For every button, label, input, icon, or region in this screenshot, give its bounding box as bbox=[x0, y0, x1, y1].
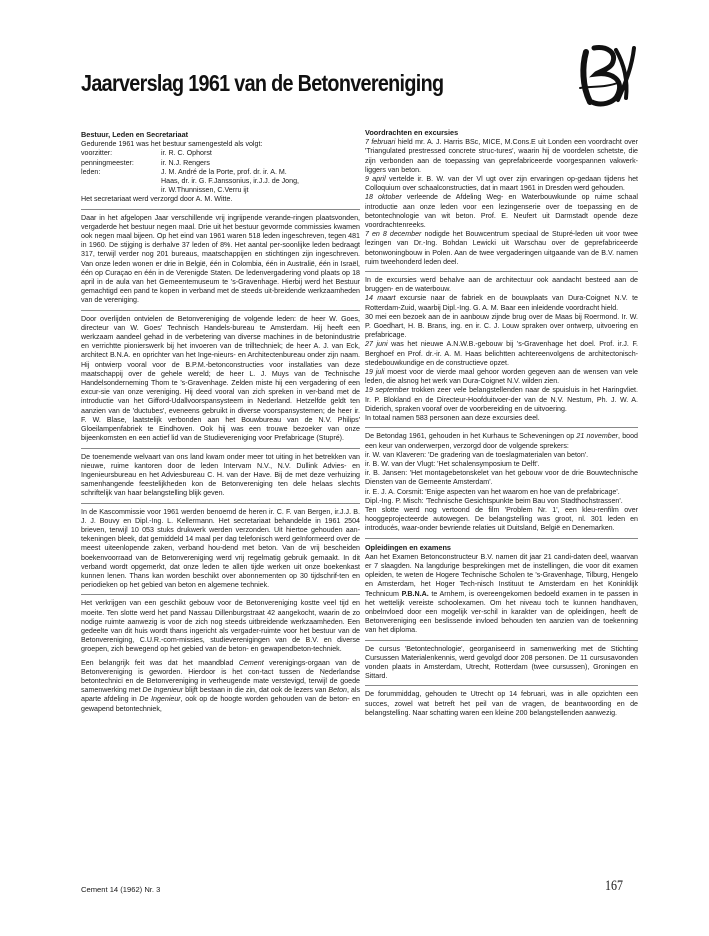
board-row bbox=[81, 168, 360, 177]
divider bbox=[81, 310, 360, 311]
paragraph-building: Het verkrijgen van een geschikt gebouw voor de Betonvereniging kostte veel tijd en moeite. Ten slotte werd het pand Nassau Dillenburgstraat 42 aangekocht, waarin de zo nodige ruimte aanwezig is voor de zich nog steeds uitbreidende werkzaamheden. Een gedeelte van dit huis wordt thans ingericht als vergader-ruimte voor het bestuur van de Betonvereniging, C.U.R.-com-missies, studieverenigingen van de B.V. en diverse groepen, zich bewegend op het gebied van de beton- en gewapendbeton-techniek. bbox=[81, 599, 360, 654]
board-name: J. M. André de la Porte, prof. dr. ir. A. M. bbox=[161, 167, 287, 176]
lecture-text: nodigde het Bouwcentrum speciaal de Stupré-leden uit voor twee lezingen van Dr.-Ing. Bohdan Lewicki uit Warschau over de geprefabriceerde betonwoningbouw in Polen. Aan de twee vergaderingen uitgaande van de B.V. namen ruim tweehonderd leden deel. bbox=[365, 230, 638, 266]
excursion-text: excursie naar de fabriek en de bouwplaats van Dura-Coignet N.V. te Rotterdam-Zuid, waarbij Dipl.-Ing. G. A. M. Baar een inleidende voordracht hield. bbox=[365, 294, 638, 312]
footer-journal-reference: Cement 14 (1962) Nr. 3 bbox=[81, 885, 161, 894]
text-span: blijft bestaan in die zin, dat ook de lezers van bbox=[183, 686, 329, 695]
excursion-date: 14 maart bbox=[365, 294, 396, 303]
paragraph-forum: De forummiddag, gehouden te Utrecht op 14 februari, was in alle opzichten een succes, zowel wat betreft het peil van de vragen, de beantwoording en de belangstelling. Naar schatting waren een kleine 200 belangstellenden aanwezig. bbox=[365, 690, 638, 717]
excursion-text: moest voor de vierde maal gehoor worden gegeven aan de wensen van vele leden, die alsnog het werk van Dura-Coignet N.V. wilden zien. bbox=[365, 368, 638, 386]
lecture-date: 7 februari bbox=[365, 138, 396, 147]
speaker-item: ir. B. Jansen: 'Het montagebetonskelet van het gebouw voor de drie Bouwtechnische Diensten van de Gemeente Amsterdam'. bbox=[365, 469, 638, 487]
divider bbox=[365, 538, 638, 539]
right-column bbox=[365, 124, 638, 722]
paragraph-examens bbox=[365, 553, 638, 636]
italic-title: Beton bbox=[328, 686, 347, 695]
paragraph-cement bbox=[81, 659, 360, 714]
text-span: De Betondag 1961, gehouden in het Kurhaus te Scheveningen op bbox=[365, 432, 577, 441]
paragraph-members: Daar in het afgelopen Jaar verschillende vrij ingrijpende verande-ringen plaatsvonden, vergaderde het bestuur negen maal. Drie uit het bestuur gevormde commissies kwamen ook negen maal bijeen. Op het eind van 1961 waren 518 leden ingeschreven, tegen 481 in 1960. De stijging is derhalve 37 leden of 8%. Het aantal per-soonlijke leden bedraagt 317, terwijl verder nog 201 bureaus, maatschappijen en stichtingen zijn ingeschreven. Van onze leden wonen er drie in België, één in Colombia, één in Australië, één in Israël, één op Curaçao en één in de Verenigde Staten. De ledenvergadering vond plaats op 18 april in de aula van het Gemeentemuseum te 's-Gravenhage. Hierbij werd het Bestuur gemachtigd een pand te kopen in verband met de steeds uit-breidende werkzaamheden van de vereniging. bbox=[81, 213, 360, 305]
text-span: Een belangrijk feit was dat het maandblad bbox=[81, 658, 239, 667]
board-continuation: Haas, dr. ir. G. F.Janssonius, ir.J.J. de Jong, bbox=[161, 177, 299, 186]
lecture-text: verleende de Afdeling Weg- en Waterbouwkunde op ruime schaal introductie aan onze leden voor een lezingenserie over de toepassing en de betontechnologie van wit beton. Prof. E. Neufert uit Darmstadt opende deze voordrachtenreeks. bbox=[365, 193, 638, 230]
text-span: Aan het Examen Betonconstructeur B.V. namen dit jaar 21 candi-daten deel, waarvan er 7 slaagden. Na langdurige besprekingen met de instellingen, die voor dit examen opleiden, te weten de Hogere Technische Scholen te 's-Gravenhage, Tilburg, Hengelo en Amsterdam, het Hoger Tech-nisch Instituut te Amsterdam en het Koninklijk Technicum bbox=[365, 552, 638, 598]
paragraph-secretariat: In de Kascommissie voor 1961 werden benoemd de heren ir. C. F. van Bergen, ir.J.J. B. J. J. Bouvy en Dipl.-Ing. L. Kellermann. Het secretariaat behandelde in 1961 2504 brieven, terwijl 10 053 stuks drukwerk werden verzonden. Uit hiertoe gehouden aan-tekeningen bleek, dat gemiddeld 14 maal per dag telefonisch werd geïnformeerd over de meest uiteenlopende zaken, verband hou-dend met beton. Van de vrij bescheiden boekenvoorraad van de Betonvereniging werd vrij regelmatig gebruik gemaakt. In dit verband wordt opgemerkt, dat onze leden te allen tijde werken uit onze boekenkast kunnen lenen. Thans kan worden beschikt over abonnementen op 30 tijdschrif-ten en periodieken op het gebied van beton en algemene techniek. bbox=[81, 507, 360, 590]
board-row bbox=[81, 159, 360, 168]
italic-title: Cement bbox=[238, 658, 264, 667]
excursion-total: In totaal namen 583 personen aan deze excursies deel. bbox=[365, 414, 540, 423]
section-heading-voordrachten: Voordrachten en excursies bbox=[365, 128, 459, 137]
italic-title: De Ingenieur bbox=[139, 695, 181, 704]
paragraph-welfare: De toenemende welvaart van ons land kwam onder meer tot uiting in het betrekken van nieuwe, ruime kantoren door de leden Intervam N.V., N.V. Dullink Advies- en Ingenieursbureau en het Adviesbureau C. H. van der Have. Bij de met deze verhuizing samenhangende feestelijkheden kon de Betonvereniging ten dele helaas slechts schriftelijk van haar belangstelling blijk geven. bbox=[81, 452, 360, 498]
page-number: 167 bbox=[605, 878, 623, 894]
lecture-item bbox=[365, 230, 638, 267]
board-role: penningmeester: bbox=[81, 158, 134, 167]
divider bbox=[365, 685, 638, 686]
betondag-closing: Ten slotte werd nog vertoond de film 'Problem Nr. 1', een kleu-renfilm over hooggeprojecteerde autowegen. De belangstelling was groot, nl. 301 leden en introducés, waar-onder bevriende relaties uit Duitsland, België en Denemarken. bbox=[365, 505, 638, 533]
board-continuation: ir. W.Thunnissen, C.Verru ijt bbox=[161, 186, 249, 195]
excursion-item: 30 mei een bezoek aan de in aanbouw zijnde brug over de Maas bij Roermond. Ir. W. P. Goedhart, H. B. Brans, ing. en ir. C. J. Louw spraken over ontwerp, uitvoering en prefabricage. bbox=[365, 312, 638, 340]
speaker-item: ir. B. W. van der Vlugt: 'Het schalensymposium te Delft'. bbox=[365, 459, 540, 468]
paragraph-obituaries: Door overlijden ontvielen de Betonvereniging de volgende leden: de heer W. Goes, directeur van W. Goes' Technisch Handels-bureau te Amsterdam. Hij heeft een werkzaam aandeel gehad in de verbetering van diverse machines in de betonindustrie en verrichtte pionierswerk bij het invoeren van de trilltechniek; de heer A. J. van Eck, architect B.N.A. en oprichter van het Inge-nieurs- en Architectenbureau onder zijn naam. Hij ontwierp vooral voor de B.P.M.-betonconstructies voor installaties van deze maatschappij over de gehele wereld; de heer L. J. Muys van de Technische Handelsonderneming Thom te 's-Gravenhage. Zelden miste hij een vergadering of een excur-sie van onze vereniging. Hij deed vooral van zich spreken in ver-band met de introductie van het Gifford-Udallvoorspansysteem in Nederland. Hetzelfde geldt ten aanzien van de 'ductubes', eveneens gebruikt in diverse voorspansystemen; de heer ir. F. W. Blase, laatstelijk verbonden aan het Bouwbureau van de N.V. Philips' Gloeilampenfabriek te Eindhoven. Ook hij was een trouwe bezoeker van onze bijeenkomsten en een actief lid van de Studievereniging voor Prefabricage (Stupré). bbox=[81, 314, 360, 443]
text-span: , bood een keur van onderwerpen, verzorgd door de volgende sprekers: bbox=[365, 432, 638, 450]
secretariat-line: Het secretariaat werd verzorgd door A. M. Witte. bbox=[81, 195, 233, 204]
excursion-intro: In de excursies werd behalve aan de architectuur ook aandacht besteed aan de bruggen- en de waterbouw. bbox=[365, 276, 638, 294]
divider bbox=[365, 640, 638, 641]
board-name: ir. N.J. Rengers bbox=[161, 158, 210, 167]
board-row bbox=[81, 149, 360, 158]
board-role: voorzitter: bbox=[81, 149, 113, 158]
lecture-item bbox=[365, 175, 638, 193]
lecture-date: 7 en 8 december bbox=[365, 230, 422, 239]
left-column bbox=[81, 126, 360, 718]
speaker-item: Dipl.-Ing. P. Misch: 'Technische Gesichtspunkte beim Bau von Stadthochstrassen'. bbox=[365, 496, 623, 505]
divider bbox=[81, 594, 360, 595]
section-heading-bestuur: Bestuur, Leden en Secretariaat bbox=[81, 130, 189, 139]
excursion-text: trokken zeer vele belangstellenden naar de spuisluis in het Haringvliet. Ir. P. Blokland en de Directeur-Hoofduitvoer-der van de N.V. Nestum, Ph. J. W. A. Diderich, spraken vooraf over de voorbereiding en de uitvoering. bbox=[365, 386, 638, 413]
divider bbox=[365, 427, 638, 428]
excursion-text: was het nieuwe A.N.W.B.-gebouw bij 's-Gravenhage het doel. Prof. ir.J. F. Berghoef en Prof. dr.-ir. A. M. Haas belichtten achtereenvolgens de architectonisch-stedebouwkundige en de constructieve opzet. bbox=[365, 340, 638, 367]
excursion-date: 19 september bbox=[365, 386, 409, 395]
divider bbox=[81, 503, 360, 504]
speaker-item: ir. E. J. A. Corsmit: 'Enige aspecten van het waarom en hoe van de prefabricage'. bbox=[365, 487, 620, 496]
italic-title: De Ingenieur bbox=[142, 686, 184, 695]
board-intro: Gedurende 1961 was het bestuur samengesteld als volgt: bbox=[81, 140, 263, 149]
excursion-date: 27 juni bbox=[365, 340, 388, 349]
bv-monogram-logo bbox=[572, 42, 646, 112]
board-name: ir. R. C. Ophorst bbox=[161, 149, 212, 158]
betondag-intro bbox=[365, 432, 638, 450]
excursion-item bbox=[365, 340, 638, 368]
text-span: verenigings-orgaan van de Betonvereniging is geworden. Hierdoor is het con-tact tussen de Nederlandse betontechnici en de Betonvereniging in verheugende mate verstevigd, terwijl de goede samenwerking met bbox=[81, 658, 360, 695]
lecture-item bbox=[365, 138, 638, 175]
lecture-date: 9 april bbox=[365, 175, 386, 184]
board-role: leden: bbox=[81, 167, 101, 176]
lecture-text: vertelde ir. B. W. van der Vl ugt over zijn ervaringen op-gedaan tijdens het Colloquium over schaalconstructies, dat in maart 1961 in Dresden werd gehouden. bbox=[365, 175, 638, 193]
lecture-text: hield mr. A. J. Harris BSc, MICE, M.Cons.E uit Londen een voordracht over 'Triangulated prestressed concrete struc-tures', waarin hij de voordelen schetste, die zijn verbonden aan de toepassing van geprefabriceerde voorgespannen vakwerk-liggers van beton. bbox=[365, 138, 638, 174]
lecture-date: 18 oktober bbox=[365, 193, 402, 202]
divider bbox=[81, 448, 360, 449]
text-span: te Arnhem, is overeengekomen bedoeld examen in te passen in het wettelijk vereiste schoolexamen. Om het niveau toch te kunnen handhaven, onbelnvloed door een mogelijk ver-schil in karakter van de opleidingen, heeft de Betonvereniging een beslissende invloed behouden ten aanzien van de toekenning van het diploma. bbox=[365, 589, 638, 635]
excursion-item bbox=[365, 294, 638, 312]
divider bbox=[81, 209, 360, 210]
page-title: Jaarverslag 1961 van de Betonvereniging bbox=[81, 70, 444, 96]
betondag-date: 21 november bbox=[576, 432, 619, 441]
text-span: , ook op de hoogte worden gehouden van de beton- en gewapend betontechniek, bbox=[81, 695, 360, 713]
excursion-item bbox=[365, 386, 638, 414]
section-heading-opleidingen: Opleidingen en examens bbox=[365, 542, 451, 552]
excursion-date: 19 juli bbox=[365, 368, 385, 377]
lecture-item bbox=[365, 193, 638, 230]
paragraph-cursus: De cursus 'Betontechnologie', georganiseerd in samenwerking met de Stichting Cursussen Materialenkennis, werd gevolgd door 208 personen. De 11 cursusavonden vonden plaats in Amsterdam, Utrecht, Rotterdam (twee cursussen), Groningen en Sittard. bbox=[365, 644, 638, 681]
speaker-item: ir. W. van Klaveren: 'De gradering van de toeslagmaterialen van beton'. bbox=[365, 450, 589, 459]
divider bbox=[365, 271, 638, 272]
text-span: , als aparte afdeling in bbox=[81, 686, 360, 704]
excursion-item bbox=[365, 368, 638, 386]
bold-name: P.B.N.A. bbox=[401, 589, 429, 598]
